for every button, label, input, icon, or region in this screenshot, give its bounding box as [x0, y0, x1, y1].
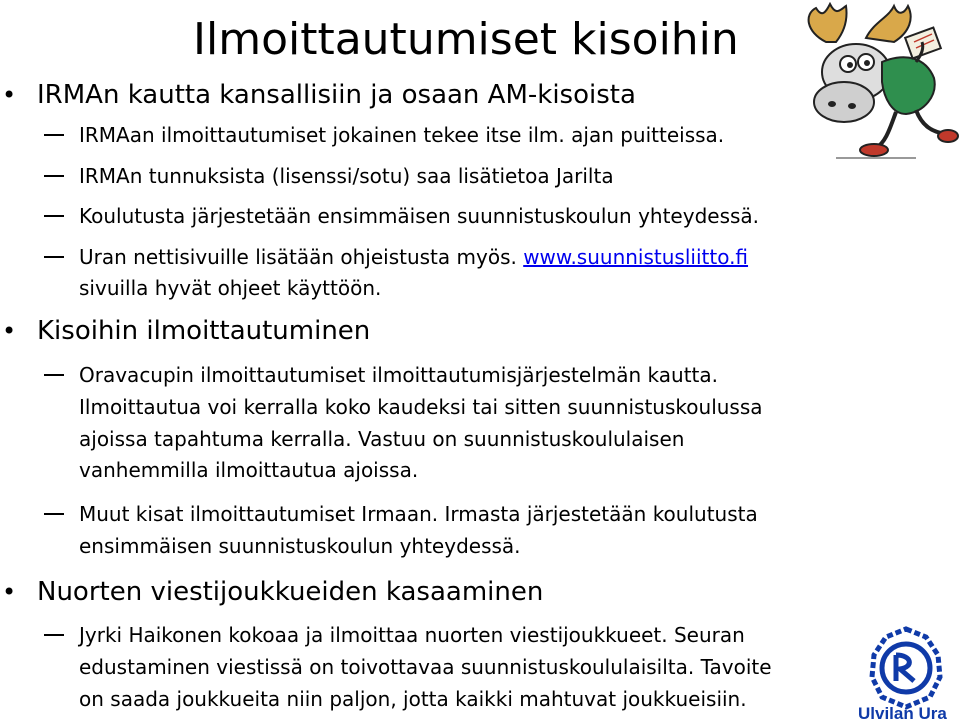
- dash-icon: [44, 513, 64, 515]
- moose-mascot-icon: [796, 2, 960, 162]
- bullet-dot-icon: •: [2, 578, 17, 606]
- dash-icon: [44, 634, 64, 636]
- slide-title: Ilmoittautumiset kisoihin: [193, 14, 739, 65]
- suunnistusliitto-link[interactable]: www.suunnistusliitto.fi: [523, 245, 749, 269]
- dash-icon: [44, 134, 64, 136]
- bullet-dot-icon: •: [2, 317, 17, 345]
- dash-icon: [44, 256, 64, 258]
- bullet-dot-icon: •: [2, 81, 17, 109]
- dash-icon: [44, 374, 64, 376]
- dash-icon: [44, 215, 64, 217]
- slide-content: • IRMAn kautta kansallisiin ja osaan AM-kisoista IRMAan ilmoittautumiset jokainen tekee itse ilm. ajan puitteissa. IRMAn tunnuksista (lisenssi/sotu) saa lisätietoa Jarilta Koulutusta järjestetään ensimmäisen suunnistuskoulun yhteydessä. Uran nettisivuille lisätään ohjeistusta myös. www.suunnistusliitto.fi sivuilla hyvät ohjeet käyttöön. • Kisoihin ilmoittautuminen Oravacupin ilmoittautumiset ilmoittautumisjärjestelmän kautta. Ilmoittautua voi kerralla koko kaudeksi tai sitten suunnistuskoulussa ajoissa tapahtuma kerralla. Vastuu on suunnistuskoululaisen vanhemmilla ilmoittautua ajoissa. Muut kisat ilmoittautumiset Irmaan. Irmasta järjestetään koulutusta ensimmäisen suunnistuskoulun yhteydessä. • Nuorten viestijoukkueiden kasaaminen Jyrki Haikonen kokoaa ja ilmoittaa nuorten viestijoukkueet. Seuran edustaminen viestissä on toivottavaa suunnistuskoululaisilta. Tavoite on saada joukkueita niin paljon, jotta kaikki mahtuvat joukkueisiin.: [2, 80, 772, 711]
- dash-icon: [44, 175, 64, 177]
- club-logo-text: Ulvilan Ura: [858, 704, 947, 723]
